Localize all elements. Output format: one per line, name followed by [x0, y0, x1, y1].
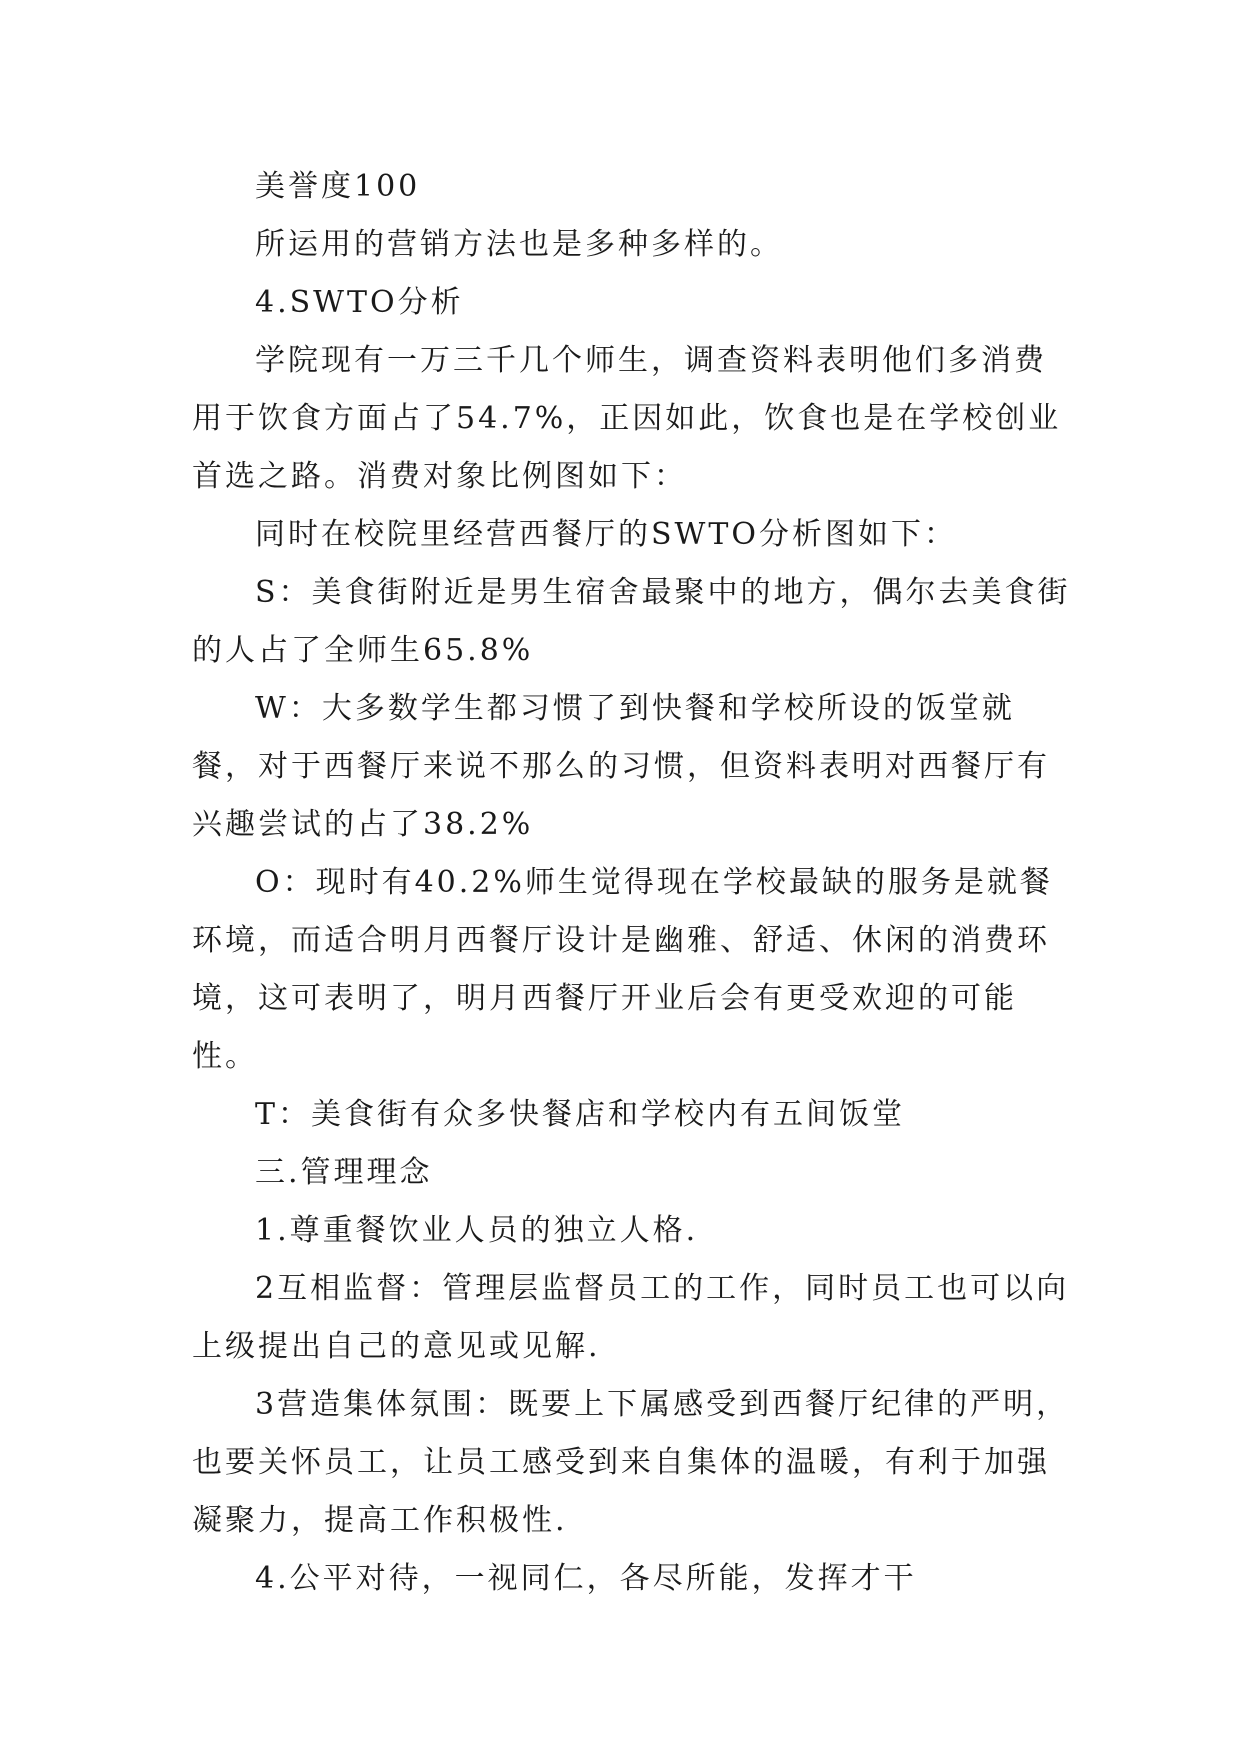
document-body	[192, 158, 1072, 1608]
section-heading-management: 三.管理理念	[255, 1155, 433, 1190]
paragraph-principle-1: 1.尊重餐饮业人员的独立人格.	[255, 1213, 699, 1248]
paragraph-strengths: S：美食街附近是男生宿舍最聚中的地方，偶尔去美食街的人占了全师生65.8%	[192, 575, 1071, 668]
paragraph-weaknesses: W：大多数学生都习惯了到快餐和学校所设的饭堂就餐，对于西餐厅来说不那么的习惯，但资料表明对西餐厅有兴趣尝试的占了38.2%	[192, 691, 1050, 842]
paragraph-principle-3: 3营造集体氛围：既要上下属感受到西餐厅纪律的严明，也要关怀员工，让员工感受到来自集体的温暖，有利于加强凝聚力，提高工作积极性.	[192, 1387, 1070, 1538]
paragraph-swto-intro: 同时在校院里经营西餐厅的SWTO分析图如下：	[255, 517, 957, 552]
paragraph-threats: T：美食街有众多快餐店和学校内有五间饭堂	[255, 1097, 906, 1132]
section-heading-swto: 4.SWTO分析	[255, 285, 464, 320]
paragraph-opportunities: O：现时有40.2%师生觉得现在学校最缺的服务是就餐环境，而适合明月西餐厅设计是幽雅、舒适、休闲的消费环境，这可表明了，明月西餐厅开业后会有更受欢迎的可能性。	[192, 865, 1053, 1074]
paragraph-reputation: 美誉度100	[255, 169, 421, 204]
paragraph-consumption-stats: 学院现有一万三千几个师生，调查资料表明他们多消费用于饮食方面占了54.7%，正因如此，饮食也是在学校创业首选之路。消费对象比例图如下：	[192, 343, 1062, 494]
paragraph-principle-2: 2互相监督：管理层监督员工的工作，同时员工也可以向上级提出自己的意见或见解.	[192, 1271, 1070, 1364]
paragraph-marketing-methods: 所运用的营销方法也是多种多样的。	[255, 227, 783, 262]
paragraph-principle-4: 4.公平对待，一视同仁，各尽所能，发挥才干	[255, 1561, 917, 1596]
